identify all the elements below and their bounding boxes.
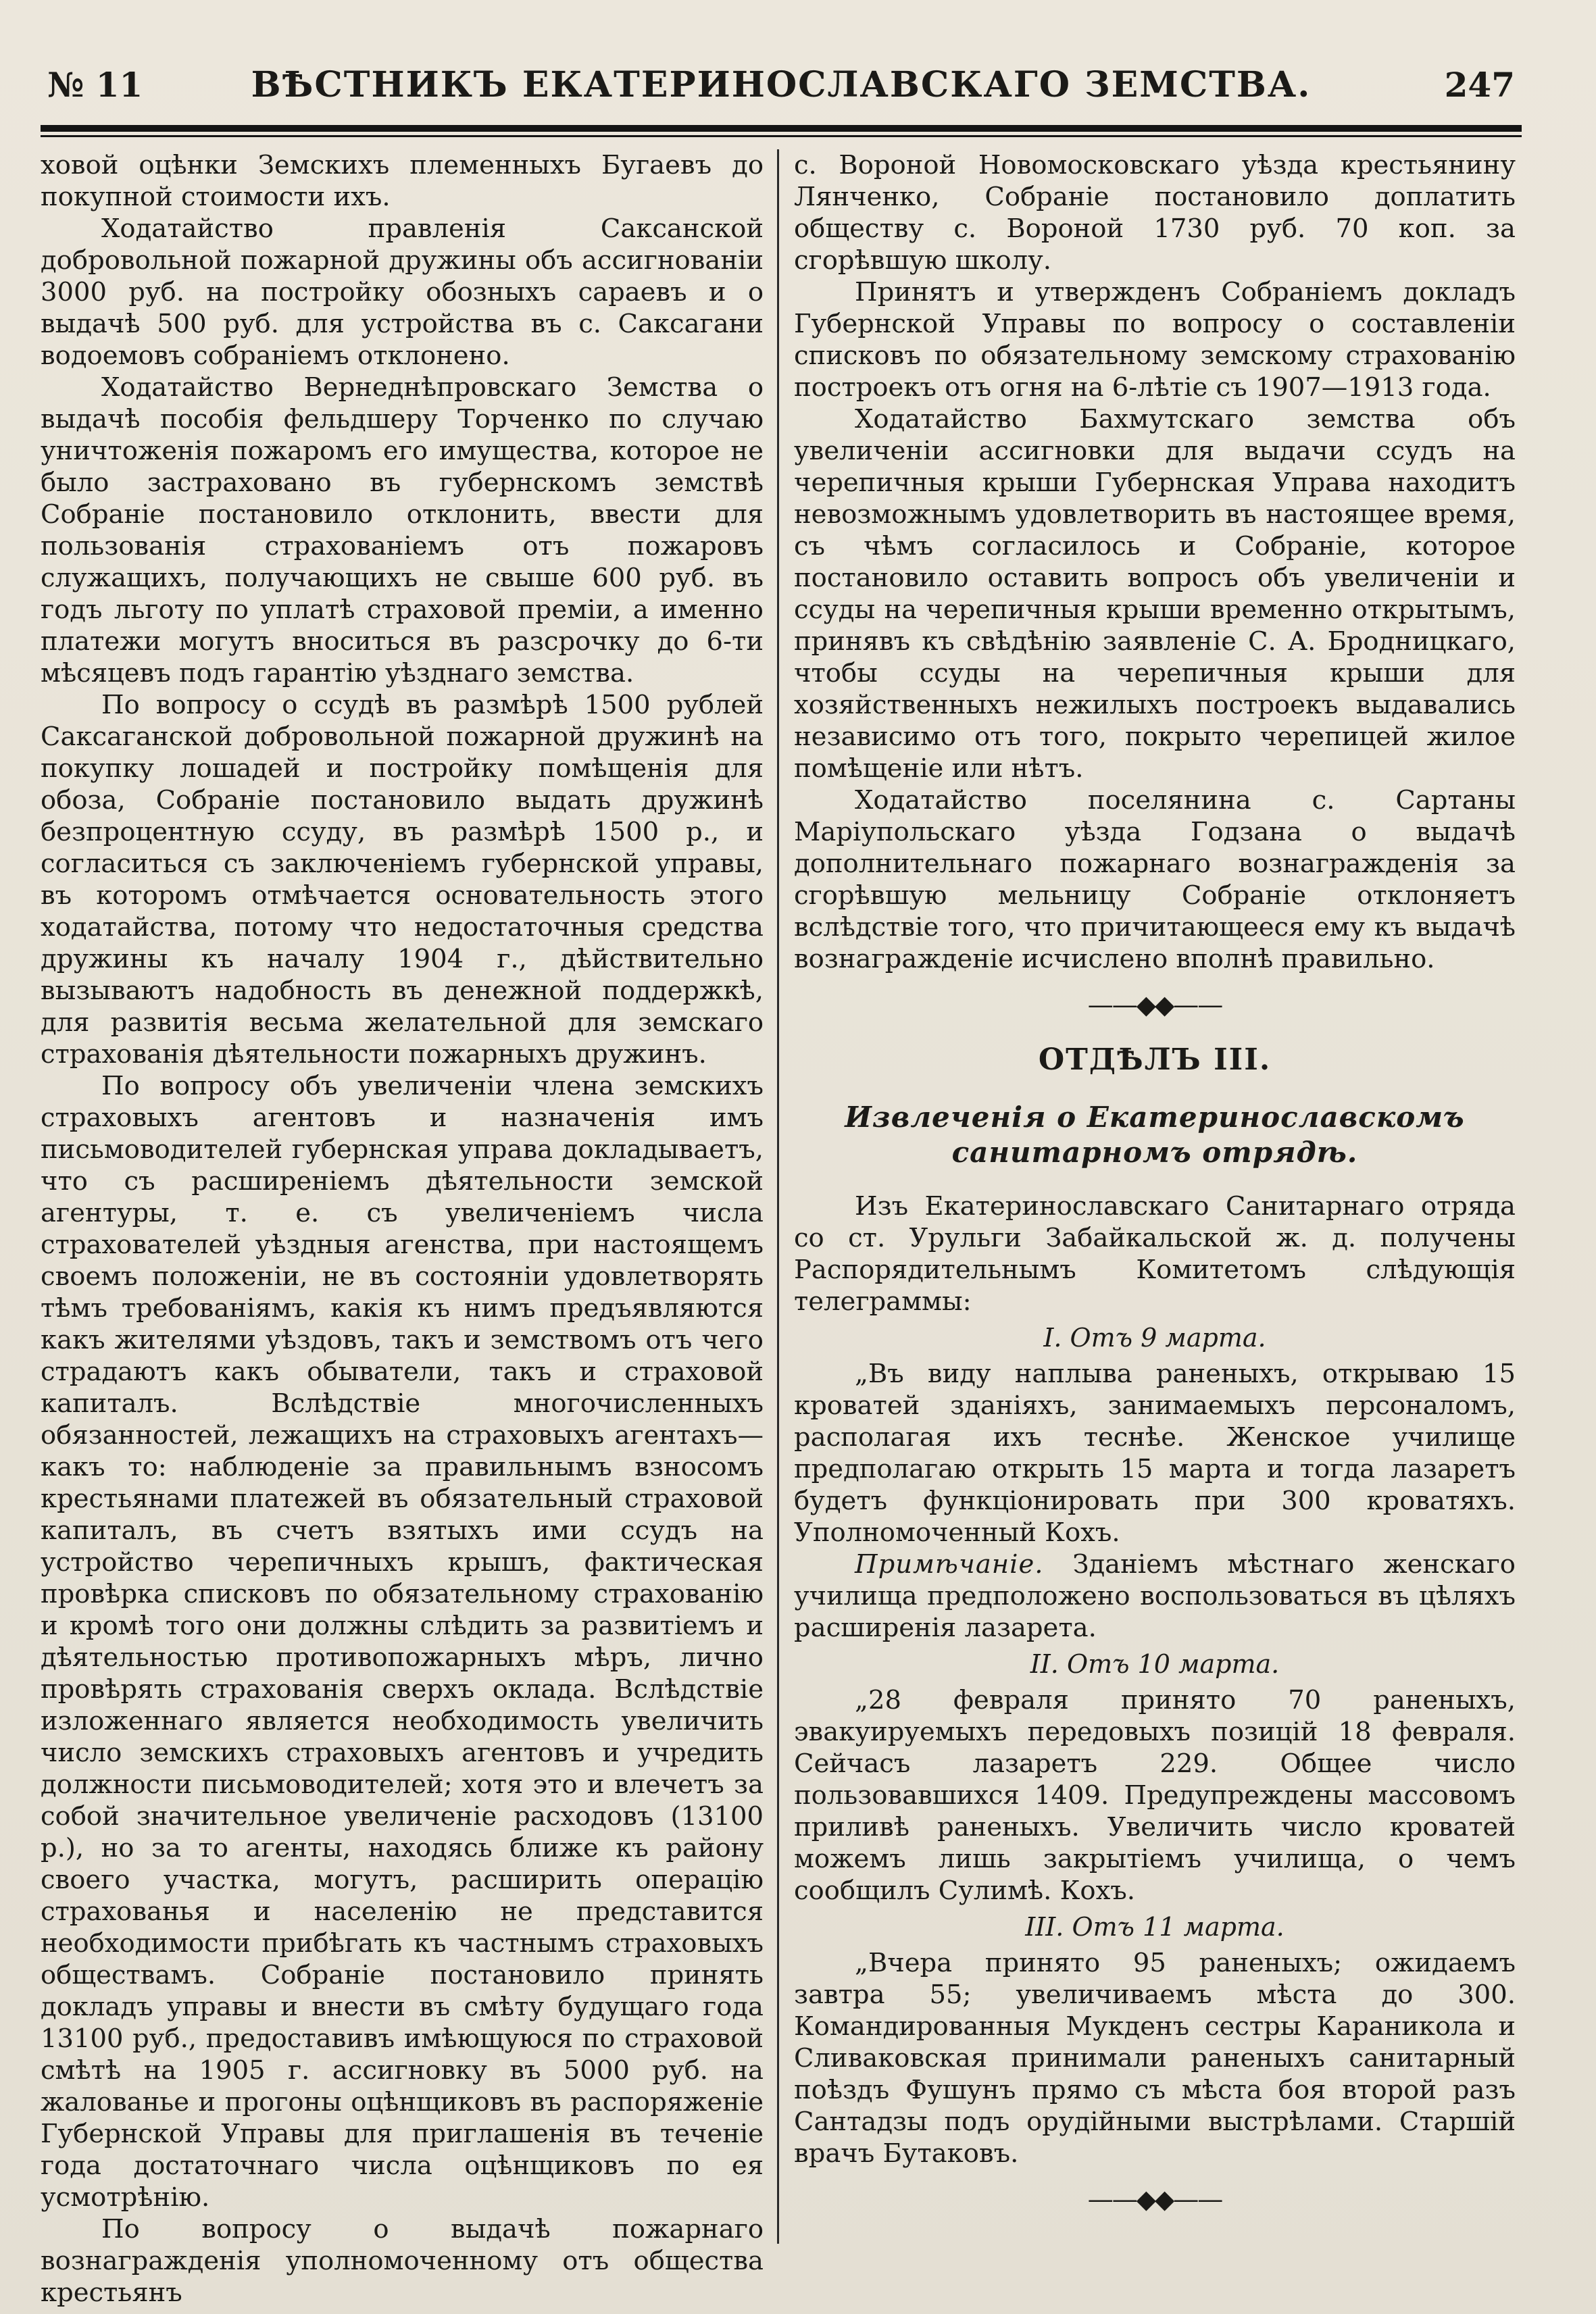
telegram-text: „28 февраля принято 70 раненыхъ, эвакуируемыхъ передовыхъ позицій 18 февраля. Сейчасъ лазаретъ 229. Общее число пользовавшихся 1409. Предупреждены массовомъ приливѣ раненыхъ. Увеличить число кроватей можемъ лишь закрытіемъ училища, о чемъ сообщилъ Сулимѣ. Кохъ.	[794, 1685, 1516, 1906]
journal-title: ВѢСТНИКЪ ЕКАТЕРИНОСЛАВСКАГО ЗЕМСТВА.	[251, 64, 1312, 105]
telegram-heading: I. Отъ 9 марта.	[1043, 1323, 1266, 1353]
telegram-text: „Въ виду наплыва раненыхъ, открываю 15 кроватей зданіяхъ, занимаемыхъ персоналомъ, располагая ихъ теснѣе. Женское училище предполагаю открыть 15 марта и тогда лазаретъ будетъ функціонировать при 300 кроватяхъ. Уполномоченный Кохъ.	[794, 1359, 1516, 1548]
telegram-text: „Вчера принято 95 раненыхъ; ожидаемъ завтра 55; увеличиваемъ мѣста до 300. Командированныя Мукденъ сестры Караникола и Сливаковская принимали раненыхъ санитарный поѣздъ Фушунъ прямо съ мѣста боя второй разъ Сантадзы подъ орудійными выстрѣлами. Старшій врачъ Бутаковъ.	[794, 1948, 1516, 2169]
page-header	[41, 64, 1522, 111]
note-paragraph	[794, 1549, 1516, 1644]
left-column	[41, 149, 777, 2308]
paragraph: ховой оцѣнки Земскихъ племенныхъ Бугаевъ до покупной стоимости ихъ.	[41, 150, 764, 212]
paragraph: Принятъ и утвержденъ Собраніемъ докладъ Губернской Управы по вопросу о составленіи списковъ по обязательному земскому страхованію построекъ отъ огня на 6-лѣтіе съ 1907—1913 года.	[794, 277, 1516, 403]
paragraph: Ходатайство Бахмутскаго земства объ увеличеніи ассигновки для выдачи ссудъ на черепичныя крыши Губернская Управа находитъ невозможнымъ удовлетворить въ настоящее время, съ чѣмъ согласилось и Собраніе, которое постановило оставить вопросъ объ увеличеніи и ссуды на черепичныя крыши временно открытымъ, принявъ къ свѣдѣнію заявленіе С. А. Бродницкаго, чтобы ссуды на черепичныя крыши для хозяйственныхъ нежилыхъ построекъ выдавались независимо отъ того, покрыто черепицей жилое помѣщеніе или нѣтъ.	[794, 404, 1516, 784]
header-rule-thick	[41, 125, 1522, 132]
page-number: 247	[1444, 65, 1515, 105]
paragraph: Ходатайство Вернеднѣпровскаго Земства о выдачѣ пособія фельдшеру Торченко по случаю уничтоженія пожаромъ его имущества, которое не было застраховано въ губернскомъ земствѣ Собраніе постановило отклонить, ввести для пользованія страхованіемъ отъ пожаровъ служащихъ, получающихъ не свыше 600 руб. въ годъ льготу по уплатѣ страховой преміи, а именно платежи могутъ вноситься въ разсрочку до 6-ти мѣсяцевъ подъ гарантію уѣзднаго земства.	[41, 372, 764, 688]
section-title: ОТДѢЛЪ III.	[1038, 1042, 1272, 1077]
paragraph: По вопросу объ увеличеніи члена земскихъ страховыхъ агентовъ и назначенія имъ письмоводителей губернская управа докладываетъ, что съ расширеніемъ дѣятельности земской агентуры, т. е. съ увеличеніемъ числа страхователей уѣздныя агенства, при настоящемъ своемъ положеніи, не въ состояніи удовлетворять тѣмъ требованіямъ, какія къ нимъ предъявляются какъ жителями уѣздовъ, такъ и земствомъ отъ чего страдаютъ какъ обыватели, такъ и страховой капиталъ. Вслѣдствіе многочисленныхъ обязанностей, лежащихъ на страховыхъ агентахъ—какъ то: наблюденіе за правильнымъ взносомъ крестьянами платежей въ обязательный страховой капиталъ, въ счетъ взятыхъ ими ссудъ на устройство черепичныхъ крышъ, фактическая провѣрка списковъ по обязательному страхованію и кромѣ того они должны слѣдить за развитіемъ и дѣятельностью противопожарныхъ мѣръ, лично провѣрять страхованія сверхъ оклада. Вслѣдствіе изложеннаго является необходимость увеличить число земскихъ страховыхъ агентовъ и учредить должности письмоводителей; хотя это и влечетъ за собой значительное увеличеніе расходовъ (13100 р.), но за то агенты, находясь ближе къ району своего участка, могутъ, расширить операцію страхованья и населенію не представится необходимости прибѣгать къ частнымъ страховыхъ обществамъ. Собраніе постановило принять докладъ управы и внести въ смѣту будущаго года 13100 руб., предоставивъ имѣющуюся по страховой смѣтѣ на 1905 г. ассигновку въ 5000 руб. на жалованье и прогоны оцѣнщиковъ въ распоряженіе Губернской Управы для приглашенія въ теченіе года достаточнаго числа оцѣнщиковъ по ея усмотрѣнію.	[41, 1071, 764, 2213]
paragraph: Ходатайство правленія Саксанской добровольной пожарной дружины объ ассигнованіи 3000 руб. на постройку обозныхъ сараевъ и о выдачѣ 500 руб. для устройства въ с. Саксагани водоемовъ собраніемъ отклонено.	[41, 213, 764, 371]
paragraph: с. Вороной Новомосковскаго уѣзда крестьянину Лянченко, Собраніе постановило доплатить обществу с. Вороной 1730 руб. 70 коп. за сгорѣвшую школу.	[794, 150, 1516, 276]
paragraph: Ходатайство поселянина с. Сартаны Маріупольскаго уѣзда Годзана о выдачѣ дополнительнаго пожарнаго вознагражденія за сгорѣвшую мельницу Собраніе отклоняетъ вслѣдствіе того, что причитающееся ему къ выдачѣ вознагражденіе исчислено вполнѣ правильно.	[794, 785, 1516, 974]
paragraph: По вопросу о выдачѣ пожарнаго вознагражденія уполномоченному отъ общества крестьянъ	[41, 2214, 764, 2308]
header-rule-thin	[41, 135, 1522, 137]
paragraph: По вопросу о ссудѣ въ размѣрѣ 1500 рублей Саксаганской добровольной пожарной дружинѣ на покупку лошадей и постройку помѣщенія для обоза, Собраніе постановило выдать дружинѣ безпроцентную ссуду, въ размѣрѣ 1500 р., и согласиться съ заключеніемъ губернской управы, въ которомъ отмѣчается основательность этого ходатайства, потому что недостаточныя средства дружины къ началу 1904 г., дѣйствительно вызываютъ надобность въ денежной поддержкѣ, для развитія весьма желательной для земскаго страхованія дѣятельности пожарныхъ дружинъ.	[41, 690, 764, 1070]
intro-paragraph: Изъ Екатеринославскаго Санитарнаго отряда со ст. Урульги Забайкальской ж. д. получены Распорядительнымъ Комитетомъ слѣдующія телеграммы:	[794, 1191, 1516, 1317]
section-subheading: Извлеченія о Екатеринославскомъ санитарномъ отрядѣ.	[845, 1101, 1465, 1169]
telegram-heading: II. Отъ 10 марта.	[1030, 1649, 1280, 1679]
issue-number: № 11	[47, 65, 143, 105]
end-ornament: ——◆◆——	[1087, 2184, 1222, 2214]
note-text: Зданіемъ мѣстнаго женскаго училища предположено воспользоваться въ цѣляхъ расширенія лазарета.	[794, 1549, 1516, 1643]
ornament-divider: ——◆◆——	[1087, 990, 1222, 1020]
note-label: Примѣчаніе.	[855, 1549, 1044, 1580]
right-column	[779, 149, 1516, 2244]
telegram-heading: III. Отъ 11 марта.	[1025, 1912, 1285, 1942]
columns	[41, 149, 1522, 2308]
